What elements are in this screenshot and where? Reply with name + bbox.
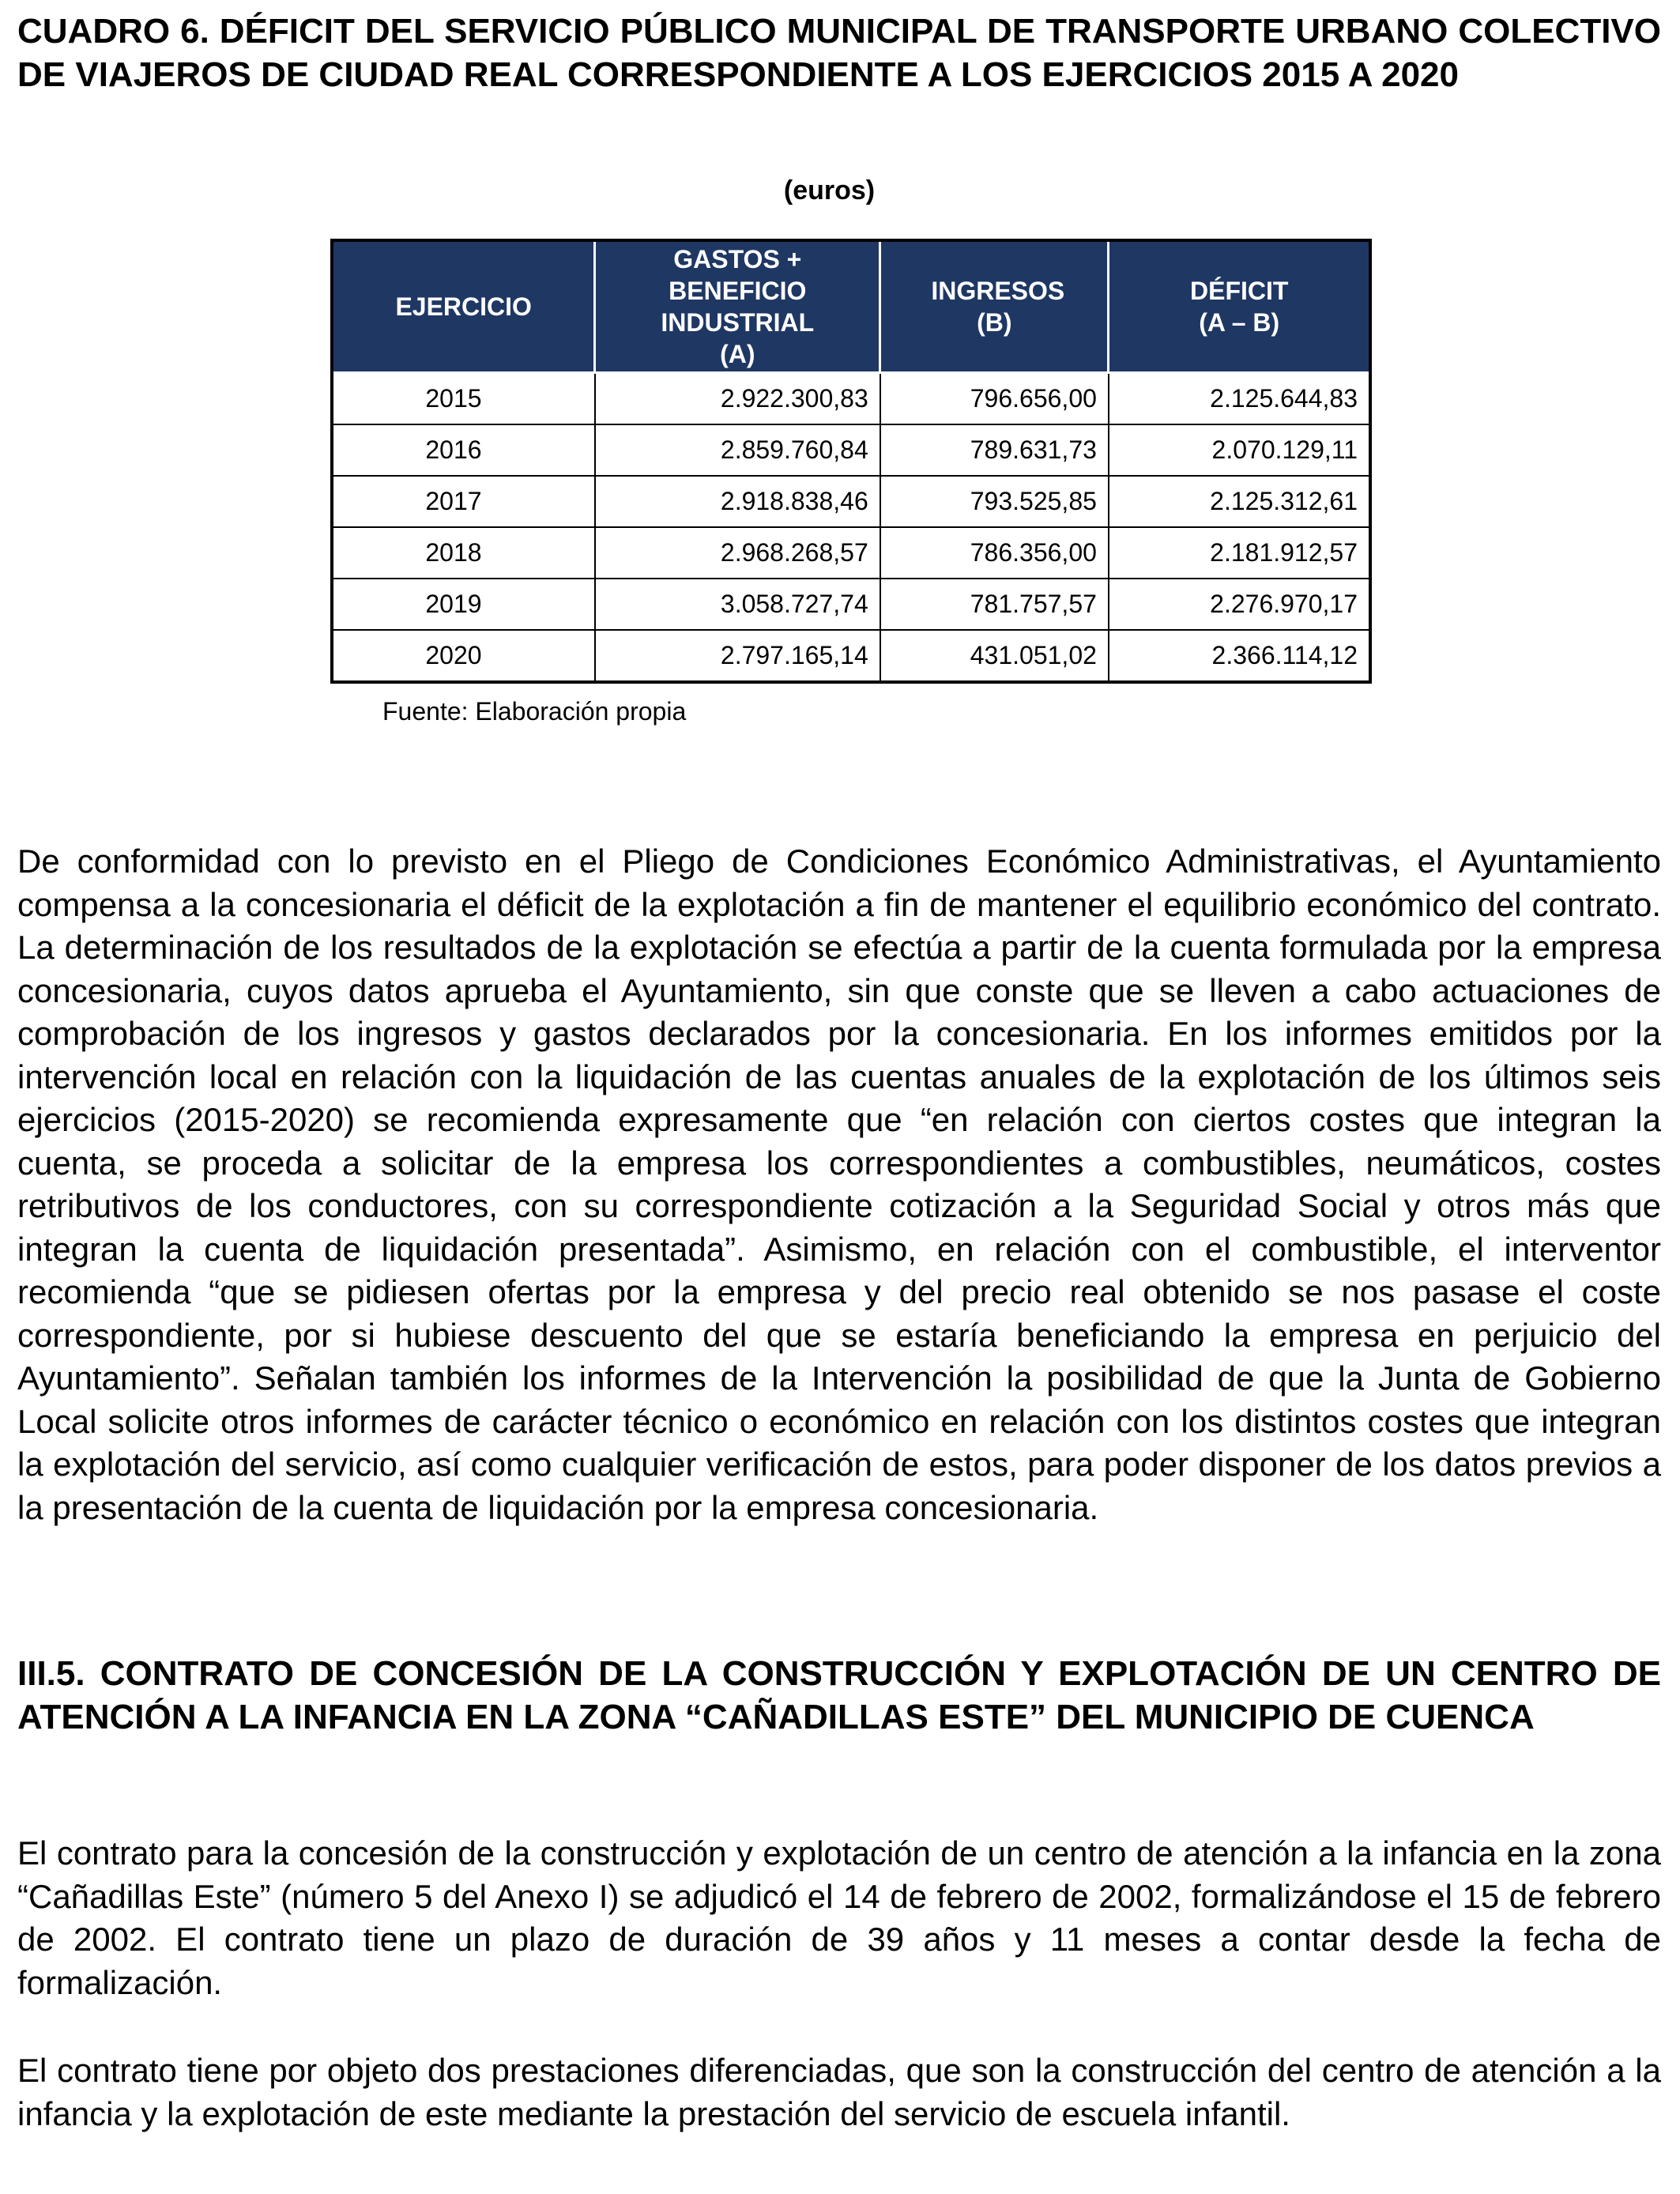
cell-gastos: 2.859.760,84 — [595, 424, 880, 476]
table-units: (euros) — [783, 175, 876, 205]
cell-ingresos: 796.656,00 — [880, 373, 1109, 425]
cell-gastos: 3.058.727,74 — [595, 579, 880, 630]
header-ingresos: INGRESOS (B) — [880, 240, 1109, 373]
table-caption: CUADRO 6. DÉFICIT DEL SERVICIO PÚBLICO MUNICIPAL DE TRANSPORTE URBANO COLECTIVO DE VIAJEROS DE CIUDAD REAL CORRESPONDIENTE A LOS EJERCICIOS 2015 A 2020 — [17, 12, 1661, 94]
table-source-note: Fuente: Elaboración propia — [382, 697, 687, 726]
body-paragraph: El contrato tiene por objeto dos prestaciones diferenciadas, que son la construcción del centro de atención a la infancia y la explotación de este mediante la prestación del servicio de escuela infantil. — [17, 2052, 1661, 2132]
cell-ingresos: 786.356,00 — [880, 527, 1109, 579]
cell-year: 2015 — [332, 373, 595, 425]
cell-deficit: 2.125.312,61 — [1109, 476, 1370, 527]
table-row — [332, 476, 1370, 527]
cell-gastos: 2.922.300,83 — [595, 373, 880, 425]
table-row — [332, 527, 1370, 579]
cell-ingresos: 789.631,73 — [880, 424, 1109, 476]
section-heading: III.5. CONTRATO DE CONCESIÓN DE LA CONSTRUCCIÓN Y EXPLOTACIÓN DE UN CENTRO DE ATENCIÓN A LA INFANCIA EN LA ZONA “CAÑADILLAS ESTE” DEL MUNICIPIO DE CUENCA — [17, 1654, 1661, 1736]
cell-year: 2018 — [332, 527, 595, 579]
cell-ingresos: 781.757,57 — [880, 579, 1109, 630]
cell-year: 2019 — [332, 579, 595, 630]
cell-gastos: 2.918.838,46 — [595, 476, 880, 527]
header-gastos: GASTOS + BENEFICIO INDUSTRIAL (A) — [595, 240, 880, 373]
body-paragraph: El contrato para la concesión de la construcción y explotación de un centro de atención a la infancia en la zona “Cañadillas Este” (número 5 del Anexo I) se adjudicó el 14 de febrero de 2002, formalizándose el 15 de febrero de 2002. El contrato tiene un plazo de duración de 39 años y 11 meses a contar desde la fecha de formalización. — [17, 1834, 1661, 2001]
cell-year: 2020 — [332, 630, 595, 682]
header-ejercicio: EJERCICIO — [332, 240, 595, 373]
cell-ingresos: 793.525,85 — [880, 476, 1109, 527]
table-row — [332, 630, 1370, 682]
cell-deficit: 2.125.644,83 — [1109, 373, 1370, 425]
deficit-table — [330, 239, 1372, 684]
table-header-row — [332, 240, 1370, 373]
cell-year: 2017 — [332, 476, 595, 527]
cell-ingresos: 431.051,02 — [880, 630, 1109, 682]
cell-gastos: 2.797.165,14 — [595, 630, 880, 682]
table-row — [332, 373, 1370, 425]
header-deficit: DÉFICIT (A – B) — [1109, 240, 1370, 373]
table-row — [332, 579, 1370, 630]
cell-year: 2016 — [332, 424, 595, 476]
cell-deficit: 2.366.114,12 — [1109, 630, 1370, 682]
cell-gastos: 2.968.268,57 — [595, 527, 880, 579]
body-paragraph: De conformidad con lo previsto en el Pliego de Condiciones Económico Administrativas, el Ayuntamiento compensa a la concesionaria el déficit de la explotación a fin de mantener el equilibrio económico del contrato. La determinación de los resultados de la explotación se efectúa a partir de la cuenta formulada por la empresa concesionaria, cuyos datos aprueba el Ayuntamiento, sin que conste que se lleven a cabo actuaciones de comprobación de los ingresos y gastos declarados por la concesionaria. En los informes emitidos por la intervención local en relación con la liquidación de las cuentas anuales de la explotación de los últimos seis ejercicios (2015-2020) se recomienda expresamente que “en relación con ciertos costes que integran la cuenta, se proceda a solicitar de la empresa los correspondientes a combustibles, neumáticos, costes retributivos de los conductores, con su correspondiente cotización a la Seguridad Social y otros más que integran la cuenta de liquidación presentada”. Asimismo, en relación con el combustible, el interventor recomienda “que se pidiesen ofertas por la empresa y del precio real obtenido se nos pasase el coste correspondiente, por si hubiese descuento del que se estaría beneficiando la empresa en perjuicio del Ayuntamiento”. Señalan también los informes de la Intervención la posibilidad de que la Junta de Gobierno Local solicite otros informes de carácter técnico o económico en relación con los distintos costes que integran la explotación del servicio, así como cualquier verificación de estos, para poder disponer de los datos previos a la presentación de la cuenta de liquidación por la empresa concesionaria. — [17, 843, 1661, 1526]
table-row — [332, 424, 1370, 476]
cell-deficit: 2.276.970,17 — [1109, 579, 1370, 630]
cell-deficit: 2.181.912,57 — [1109, 527, 1370, 579]
cell-deficit: 2.070.129,11 — [1109, 424, 1370, 476]
